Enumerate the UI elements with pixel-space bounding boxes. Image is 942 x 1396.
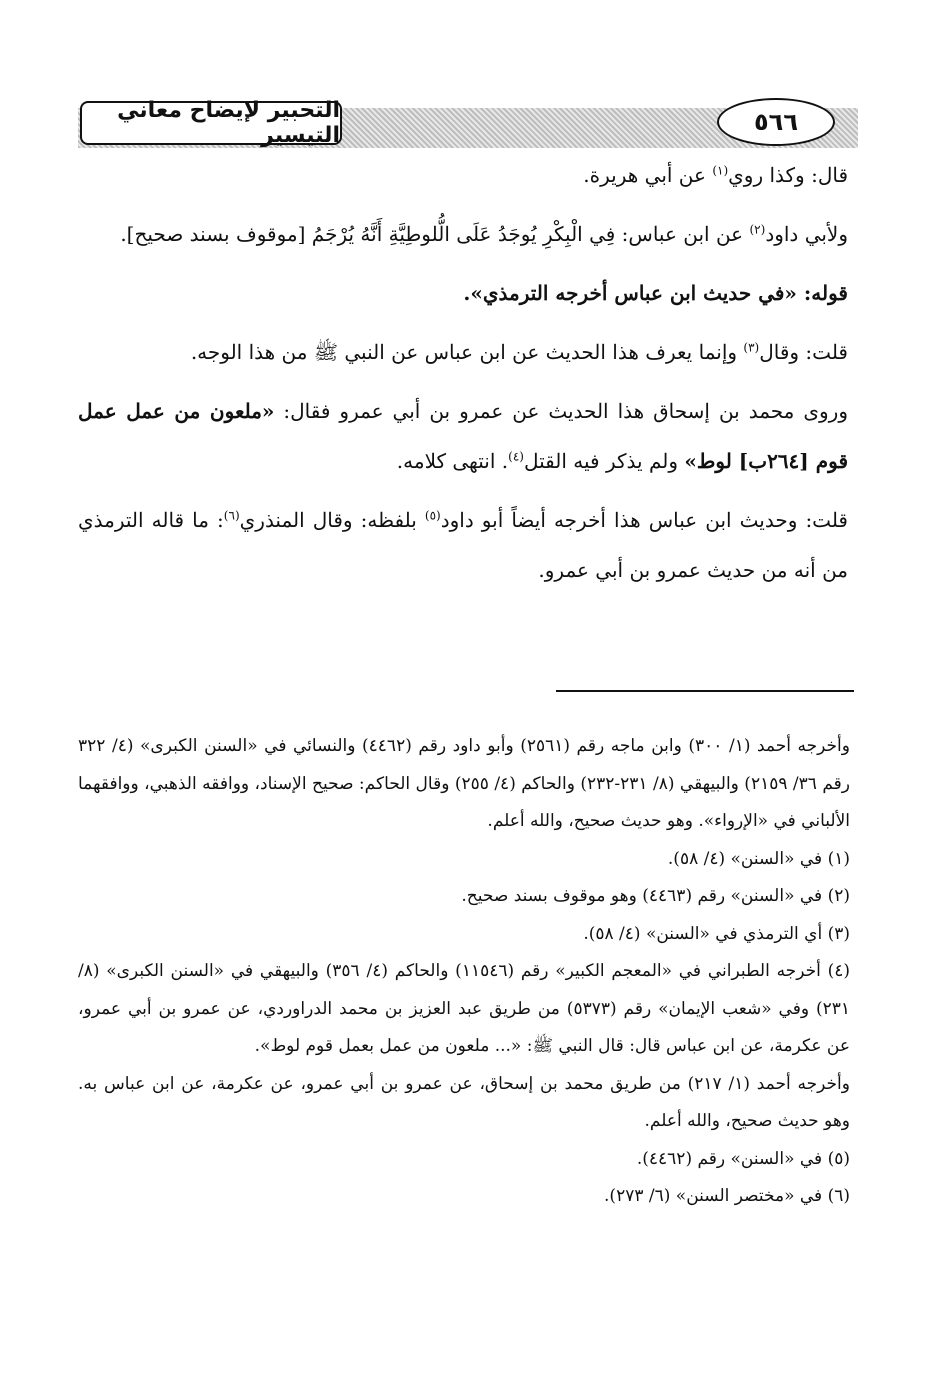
hadith-quote: «ملعون من عمل عمل قوم [٢٦٤ب] لوط» (78, 399, 848, 473)
footnote-ref-5: (٥) (424, 508, 441, 523)
footnote-ref-1: (١) (712, 163, 729, 178)
footnote-intro: وأخرجه أحمد (١/ ٣٠٠) وابن ماجه رقم (٢٥٦١) وأبو داود رقم (٤٤٦٢) والنسائي في «السنن الكبرى» (٤/ ٣٢٢ رقم ٣٦/ ٢١٥٩) والبيهقي (٨/ ٢٣١-٢٣٢) والحاكم (٤/ ٢٥٥) وقال الحاكم: صحيح الإسناد، ووافقه الذهبي، ووافقهما الألباني في «الإرواء». وهو حديث صحيح، والله أعلم. (78, 736, 850, 831)
main-text (78, 150, 848, 595)
footnote-1: (١) في «السنن» (٤/ ٥٨). (667, 848, 850, 869)
footnote-6: (٦) في «مختصر السنن» (٦/ ٢٧٣). (604, 1186, 850, 1206)
footnote-5: (٥) في «السنن» رقم (٤٤٦٢). (636, 1148, 850, 1169)
footnote-ref-2: (٢) (749, 222, 766, 237)
book-title: التحبير لإيضاح معاني التيسير (117, 98, 340, 148)
footnote-3: (٣) أي الترمذي في «السنن» (٤/ ٥٨). (583, 923, 850, 944)
page-number: ٥٦٦ (754, 108, 798, 136)
footnotes (78, 728, 850, 1216)
footnote-4: (٤) أخرجه الطبراني في «المعجم الكبير» رقم (١١٥٤٦) والحاكم (٤/ ٣٥٦) والبيهقي في «السنن الكبرى» (٨/ ٢٣١) وفي «شعب الإيمان» رقم (٥٣٧٣) من طريق عبد العزيز بن محمد الدراوردي، عن عمرو بن أبي عمرو، عن عكرمة، عن ابن عباس قال: قال النبي ﷺ: «... ملعون من عمل بعمل قوم لوط». (78, 961, 851, 1056)
footnote-ref-3: (٣) (743, 340, 760, 355)
paragraph-3: قوله: «في حديث ابن عباس أخرجه الترمذي». (463, 281, 848, 305)
paragraph-2: ولأبي داود$^{(٢)}$ عن ابن عباس: فِي الْبِكْرِ يُوجَدُ عَلَى الُّلوطِيَّةِ أَنَّهُ يُرْجَمُ [موقوف بسند صحيح]. (120, 222, 848, 246)
page-number-oval (717, 98, 835, 146)
footnote-ref-4: (٤) (508, 449, 524, 464)
paragraph-5: وروى محمد بن إسحاق هذا الحديث عن عمرو بن أبي عمرو فقال: «ملعون من عمل عمل قوم [٢٦٤ب] لوط» ولم يذكر فيه القتل$^{(٤)}$. انتهى كلامه. (78, 399, 848, 473)
book-title-box (80, 98, 342, 148)
footnote-ref-6: (٦) (223, 508, 240, 523)
paragraph-1: قال: وكذا روي$^{(١)}$ عن أبي هريرة. (583, 163, 848, 187)
footnote-separator (556, 690, 854, 692)
paragraph-6: قلت: وحديث ابن عباس هذا أخرجه أيضاً أبو داود$^{(٥)}$ بلفظه: وقال المنذري$^{(٦)}$: ما قاله الترمذي من أنه من حديث عمرو بن أبي عمرو. (78, 508, 848, 582)
footnote-4-continued: وأخرجه أحمد (١/ ٢١٧) من طريق محمد بن إسحاق، عن عمرو بن أبي عمرو، عن عكرمة، عن ابن عباس به. وهو حديث صحيح، والله أعلم. (78, 1073, 850, 1131)
paragraph-4: قلت: وقال$^{(٣)}$ وإنما يعرف هذا الحديث عن ابن عباس عن النبي ﷺ من هذا الوجه. (190, 340, 848, 364)
footnote-2: (٢) في «السنن» رقم (٤٤٦٣) وهو موقوف بسند صحيح. (461, 886, 850, 906)
